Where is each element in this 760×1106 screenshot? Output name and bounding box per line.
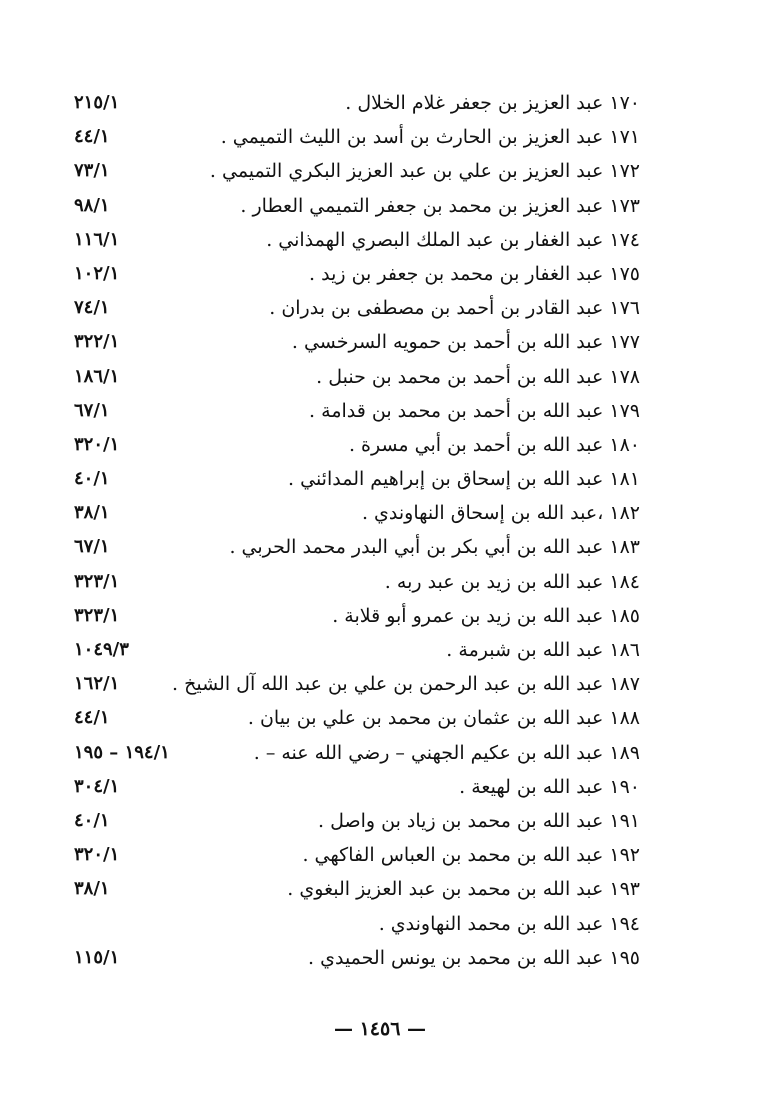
index-entry [70,189,640,223]
entry-name: ١٨٦ عبد الله بن شبرمة . [446,639,640,661]
index-entry [70,599,640,633]
entry-reference: ٤٤/١ [74,126,110,148]
entry-reference: ٦٧/١ [74,536,110,558]
index-entry [70,325,640,359]
entry-reference: ١١٥/١ [74,946,120,968]
entry-name: ١٨٩ عبد الله بن عكيم الجهني – رضي الله عنه – . [253,741,640,764]
entry-reference: ٦٧/١ [74,399,110,421]
entry-name: ١٩٢ عبد الله بن محمد بن العباس الفاكهي . [302,844,640,867]
entry-name: ١٨٨ عبد الله بن عثمان بن محمد بن علي بن بيان . [247,707,640,730]
entry-reference: ٤٠/١ [74,468,110,490]
entry-reference: ٧٣/١ [74,160,110,182]
entry-reference: ٣٨/١ [74,502,110,524]
index-entry [70,120,640,154]
index-entry [70,154,640,188]
entry-name: ١٧٠ عبد العزيز بن جعفر غلام الخلال . [345,92,640,114]
entry-reference: ١١٦/١ [74,228,120,250]
entry-reference: ٣٢٠/١ [74,433,120,455]
index-entry [70,804,640,838]
entry-name: ١٩٠ عبد الله بن لهيعة . [459,775,640,798]
entry-name: ١٧٨ عبد الله بن أحمد بن محمد بن حنبل . [316,365,640,388]
entry-reference: ٣٢٣/١ [74,604,120,626]
entry-name: ١٨٠ عبد الله بن أحمد بن أبي مسرة . [348,433,640,456]
entry-reference: ١٨٦/١ [74,365,120,387]
entry-reference: ٣٢٠/١ [74,844,120,866]
entry-name: ١٧٢ عبد العزيز بن علي بن عبد العزيز البكري التميمي . [209,160,640,183]
entry-name: ١٨٧ عبد الله بن عبد الرحمن بن علي بن عبد الله آل الشيخ . [172,673,640,696]
entry-name: ١٧٣ عبد العزيز بن محمد بن جعفر التميمي العطار . [240,194,640,217]
index-entry [70,838,640,872]
index-entry [70,428,640,462]
entry-reference: ٩٨/١ [74,194,110,216]
index-entry [70,667,640,701]
index-entry [70,872,640,906]
index-entry [70,530,640,564]
entry-name: ١٧٩ عبد الله بن أحمد بن محمد بن قدامة . [309,399,640,422]
entry-name: ١٨٣ عبد الله بن أبي بكر بن أبي البدر محمد الحربي . [229,536,640,559]
index-entry [70,565,640,599]
entry-name: ١٧٤ عبد الغفار بن عبد الملك البصري الهمذاني . [266,228,640,251]
entry-reference: ٢١٥/١ [74,92,120,113]
index-entry [70,360,640,394]
index-entries-list [70,86,640,975]
index-entry [70,907,640,941]
entry-reference: ٤٤/١ [74,707,110,729]
index-entry [70,496,640,530]
index-entry [70,86,640,120]
entry-name: ١٧١ عبد العزيز بن الحارث بن أسد بن الليث التميمي . [220,126,640,149]
entry-reference: ٣٢٣/١ [74,570,120,592]
entry-name: ١٨٢ ،عبد الله بن إسحاق النهاوندي . [361,502,640,525]
index-entry [70,770,640,804]
index-entry [70,736,640,770]
page-number: — ١٤٥٦ — [333,1018,427,1040]
entry-name: ١٨٥ عبد الله بن زيد بن عمرو أبو قلابة . [332,604,640,627]
entry-name: ١٩٣ عبد الله بن محمد بن عبد العزيز البغوي . [287,878,640,901]
index-entry [70,701,640,735]
entry-name: ١٩٥ عبد الله بن محمد بن يونس الحميدي . [308,946,640,969]
entry-name: ١٧٧ عبد الله بن أحمد بن حمويه السرخسي . [291,331,640,354]
entry-reference: ٣٨/١ [74,878,110,900]
entry-reference: ٧٤/١ [74,297,110,319]
entry-name: ١٧٦ عبد القادر بن أحمد بن مصطفى بن بدران . [269,297,640,320]
index-entry [70,633,640,667]
entry-reference: ٣٠٤/١ [74,775,120,797]
index-entry [70,941,640,975]
index-entry [70,257,640,291]
entry-reference: ٣٢٢/١ [74,331,120,353]
entry-reference: ١٠٤٩/٣ [74,639,129,660]
entry-name: ١٩٤ عبد الله بن محمد النهاوندي . [378,912,640,935]
entry-name: ١٨١ عبد الله بن إسحاق بن إبراهيم المدائني . [288,468,640,491]
entry-reference: ١٠٢/١ [74,262,120,284]
entry-reference: ٤٠/١ [74,809,110,831]
index-entry [70,462,640,496]
entry-reference: ١٩٤/١ – ١٩٥ [74,741,170,763]
entry-name: ١٨٤ عبد الله بن زيد بن عبد ربه . [384,570,640,593]
entry-name: ١٧٥ عبد الغفار بن محمد بن جعفر بن زيد . [309,262,640,285]
index-entry [70,291,640,325]
index-entry [70,223,640,257]
index-entry [70,394,640,428]
entry-name: ١٩١ عبد الله بن محمد بن زياد بن واصل . [318,809,640,832]
entry-reference: ١٦٢/١ [74,673,120,695]
